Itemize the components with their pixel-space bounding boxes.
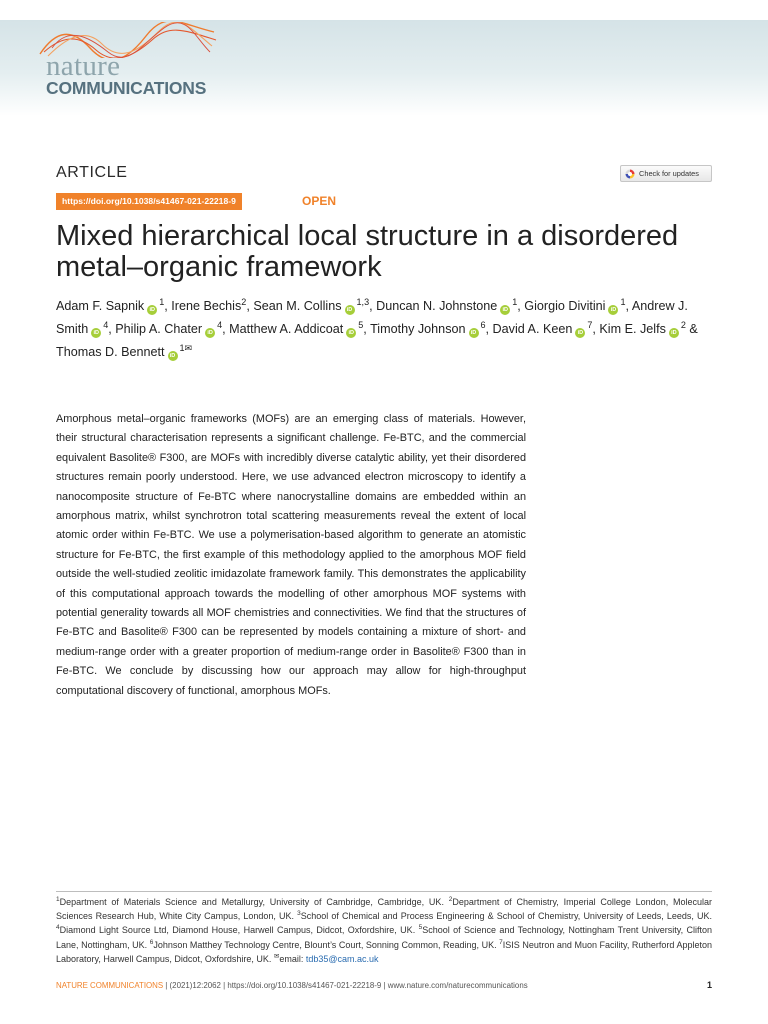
author-affiliation-ref: 7 <box>587 319 593 330</box>
journal-logo-nature: nature <box>46 50 121 82</box>
footer-site-link[interactable]: www.nature.com/naturecommunications <box>387 981 528 990</box>
author <box>524 296 626 313</box>
author-affiliation-ref: 6 <box>480 319 486 330</box>
author-name: Philip A. Chater <box>115 322 203 336</box>
check-for-updates-button[interactable] <box>620 165 712 182</box>
author-name: Kim E. Jelfs <box>599 322 666 336</box>
affiliation-text: School of Science and Technology, Nottingham Trent University, Clifton Lane, Nottingham, UK. <box>56 925 712 950</box>
author-name: Irene Bechis <box>171 299 242 313</box>
author-affiliation-ref: 2 <box>680 319 686 330</box>
orcid-icon[interactable]: iD <box>500 305 510 315</box>
orcid-icon[interactable]: iD <box>669 328 679 338</box>
affiliation-text: Department of Materials Science and Metallurgy, University of Cambridge, Cambridge, UK. <box>59 897 449 907</box>
crossmark-icon <box>625 169 635 179</box>
affiliation-number: 3 <box>297 910 301 918</box>
author-separator: , <box>363 322 371 336</box>
abstract: Amorphous metal–organic frameworks (MOFs) are an emerging class of materials. However, their structural characterisation represents a significant challenge. Fe-BTC, and the commercial equivalent Basolite® F300, are MOFs with incredibly diverse catalytic ability, yet their disordered structures remain poorly understood. Here, we use advanced electron microscopy to identify a nanocomposite structure of Fe-BTC where nanocrystalline domains are embedded within an amorphous matrix, whilst synchrotron total scattering measurements reveal the extent of local atomic order within Fe-BTC. We use a polymerisation-based algorithm to generate an atomistic structure for Fe-BTC, the first example of this methodology applied to the amorphous MOF field outside the well-studied zeolitic imidazolate framework family. This demonstrates the applicability of this computational approach towards the modelling of other amorphous MOF systems with potential generality towards all MOF chemistries and connectivities. We find that the structures of Fe-BTC and Basolite® F300 can be represented by models containing a mixture of short- and medium-range order with a greater proportion of medium-range order in Basolite® F300 than in Fe-BTC. We conclude by discussing how our approach may allow for high-throughput computational discovery of functional, amorphous MOFs. <box>56 413 526 697</box>
author <box>229 319 364 336</box>
envelope-icon: ✉ <box>273 952 280 960</box>
author <box>376 296 518 313</box>
affiliation-text: School of Chemical and Process Engineering & School of Chemistry, University of Leeds, Leeds, UK. <box>300 911 712 922</box>
author-name: Matthew A. Addicoat <box>229 322 344 336</box>
email-link[interactable]: tdb35@cam.ac.uk <box>305 953 379 964</box>
author-list <box>56 295 720 364</box>
author-name: Duncan N. Johnstone <box>376 299 498 313</box>
orcid-icon[interactable]: iD <box>346 328 356 338</box>
page-footer <box>56 980 676 992</box>
author <box>370 319 486 336</box>
author-affiliation-ref: 2 <box>241 296 247 307</box>
author-affiliation-ref: 1✉ <box>179 342 193 353</box>
orcid-icon[interactable]: iD <box>91 328 101 338</box>
orcid-icon[interactable]: iD <box>575 328 585 338</box>
author-affiliation-ref: 1,3 <box>356 296 370 307</box>
author-separator: , <box>369 299 377 313</box>
affiliation-text: Diamond Light Source Ltd, Diamond House, Harwell Campus, Didcot, Oxfordshire, UK. <box>59 925 419 936</box>
affiliation-text: Johnson Matthey Technology Centre, Blount’s Court, Sonning Common, Reading, UK. <box>153 939 500 950</box>
author-name: David A. Keen <box>492 322 573 336</box>
author <box>56 296 165 313</box>
author <box>492 319 593 336</box>
author-separator: & <box>685 322 698 336</box>
author-name: Giorgio Divitini <box>524 299 606 313</box>
footnote-divider <box>56 891 712 892</box>
footer-journal-name: NATURE COMMUNICATIONS <box>56 981 164 990</box>
author-separator: , <box>625 299 632 313</box>
footer-separator: | <box>163 981 170 990</box>
footer-doi-link[interactable]: https://doi.org/10.1038/s41467-021-22218-9 <box>227 981 382 990</box>
footer-issue: (2021)12:2062 <box>169 981 221 990</box>
author <box>253 296 370 313</box>
author-separator: , <box>108 322 116 336</box>
orcid-icon[interactable]: iD <box>469 328 479 338</box>
author-name: Timothy Johnson <box>370 322 466 336</box>
author <box>599 319 686 336</box>
affiliation-number: 4 <box>56 924 60 932</box>
email-label: email: <box>279 953 306 964</box>
affiliation-number: 1 <box>56 896 60 903</box>
footer-separator: | <box>220 981 228 990</box>
author-separator: , <box>517 299 525 313</box>
affiliation-number: 2 <box>448 896 453 903</box>
author-affiliation-ref: 4 <box>103 319 109 330</box>
author <box>171 296 247 313</box>
page-number: 1 <box>706 980 712 990</box>
orcid-icon[interactable]: iD <box>205 328 215 338</box>
affiliation-text: Department of Chemistry, Imperial College London, Molecular Sciences Research Hub, White City Campus, London, UK. <box>56 897 712 922</box>
author-name: Adam F. Sapnik <box>56 299 145 313</box>
affiliation-number: 7 <box>499 938 503 946</box>
open-access-label: OPEN <box>302 194 337 208</box>
author-affiliation-ref: 5 <box>358 319 364 330</box>
author-name: Sean M. Collins <box>253 299 342 313</box>
doi-link[interactable]: https://doi.org/10.1038/s41467-021-22218-9 <box>56 193 242 210</box>
author-name: Thomas D. Bennett <box>56 345 165 359</box>
author <box>56 342 193 359</box>
author-separator: , <box>164 299 172 313</box>
affiliation-number: 5 <box>418 924 423 932</box>
orcid-icon[interactable]: iD <box>608 305 618 315</box>
footer-separator: | <box>381 981 388 990</box>
author-separator: , <box>246 299 254 313</box>
author-affiliation-ref: 1 <box>512 296 518 307</box>
article-type-label: ARTICLE <box>56 164 128 181</box>
journal-logo-communications: COMMUNICATIONS <box>46 78 207 98</box>
orcid-icon[interactable]: iD <box>345 305 355 315</box>
author-separator: , <box>222 322 230 336</box>
affiliations <box>56 895 712 966</box>
affiliation-text: ISIS Neutron and Muon Facility, Rutherford Appleton Laboratory, Harwell Campus, Didcot, Oxfordshire, UK. <box>56 939 712 964</box>
author-affiliation-ref: 1 <box>620 296 626 307</box>
orcid-icon[interactable]: iD <box>147 305 157 315</box>
author-affiliation-ref: 4 <box>217 319 223 330</box>
author-separator: , <box>592 322 600 336</box>
author-separator: , <box>485 322 493 336</box>
orcid-icon[interactable]: iD <box>168 351 178 361</box>
author-name: Andrew J. Smith <box>56 299 688 336</box>
affiliation-number: 6 <box>149 938 154 946</box>
author-affiliation-ref: 1 <box>159 296 165 307</box>
article-title: Mixed hierarchical local structure in a disordered metal–organic framework <box>56 220 679 283</box>
check-for-updates-label: Check for updates <box>639 169 699 178</box>
author <box>115 319 223 336</box>
